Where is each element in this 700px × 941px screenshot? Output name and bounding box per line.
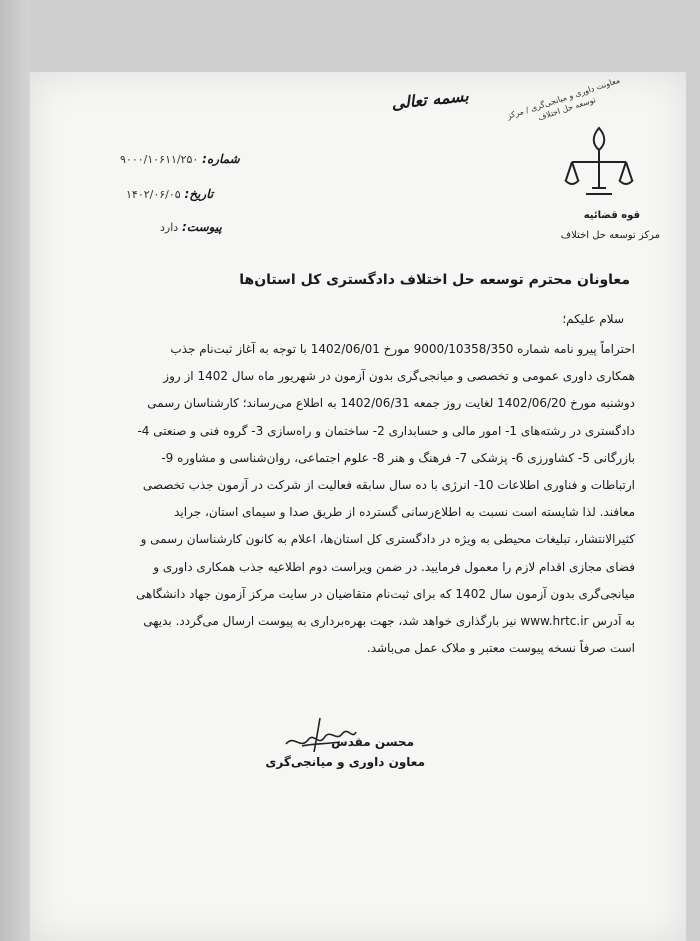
letterhead-small-text: معاونت داوری و میانجی‌گری / مرکز توسعه حل اختلاف [505, 75, 622, 123]
letter-attachment [160, 220, 222, 234]
body-line: احتراماً پیرو نامه شماره 9000/10358/350 مورخ 1402/06/01 با توجه به آغاز ثبت‌نام جذب [170, 342, 635, 356]
handwritten-signature [280, 710, 360, 756]
body-line: دوشنبه مورخ 1402/06/20 لغایت روز جمعه 1402/06/31 به اطلاع می‌رساند؛ کارشناسان رسمی [147, 396, 635, 411]
number-label: شماره: [202, 152, 240, 166]
body-line: ارتباطات و فناوری اطلاعات 10- انرژی با ده سال سابقه فعالیت از شرکت در آزمون جذب تخصصی [142, 478, 635, 493]
number-value: ۹۰۰۰/۱۰۶۱۱/۲۵۰ [120, 153, 199, 166]
page-heading: بسمه تعالی [390, 86, 470, 113]
signatory-name: محسن مقدس [331, 735, 414, 749]
body-line: به آدرس www.hrtc.ir نیز بارگذاری خواهد شد، جهت بهره‌برداری به پیوست ارسال می‌گردد. بدیهی [143, 614, 635, 629]
letter-number [120, 152, 240, 166]
body-line: معافند. لذا شایسته است نسبت به اطلاع‌رسانی گسترده از طریق صدا و سیمای استان، جراید [174, 505, 635, 520]
body-line: همکاری داوری عمومی و تخصصی و میانجی‌گری بدون آزمون در شهریور ماه سال 1402 از روز [163, 369, 635, 384]
body-line: کثیرالانتشار، تبلیغات محیطی به ویژه در دادگستری کل استان‌ها، اعلام به کانون کارشناسان رسمی و [140, 532, 635, 547]
center-name: مرکز توسعه حل اختلاف [560, 230, 660, 241]
greeting: سلام علیکم؛ [562, 312, 624, 326]
left-background-strip [0, 0, 30, 941]
body-line: بازرگانی 5- کشاورزی 6- پزشکی 7- فرهنگ و هنر 8- علوم اجتماعی، روان‌شناسی و مشاوره 9- [161, 450, 635, 465]
iran-emblem-scales-icon [562, 122, 636, 206]
letter-body [110, 336, 635, 662]
body-line: فضای مجازی اقدام لازم را معمول فرمایید. در ضمن ویراست دوم اطلاعیه جذب همکاری داوری و [153, 559, 635, 574]
body-line: میانجی‌گری بدون آزمون سال 1402 که برای ثبت‌نام متقاضیان در سایت مرکز آزمون جهاد دانشگاهی [136, 586, 635, 601]
attachment-value: دارد [160, 221, 179, 234]
body-line: دادگستری در رشته‌های 1- امور مالی و حسابداری 2- ساختمان و راه‌سازی 3- گروه فنی و صنعتی 4- [137, 423, 635, 438]
date-label: تاریخ: [184, 187, 214, 201]
body-line: است صرفاً نسخه پیوست معتبر و ملاک عمل می‌باشد. [366, 641, 635, 656]
organization-name: قوه قضائیه [583, 210, 640, 221]
signatory-title: معاون داوری و میانجی‌گری [265, 755, 425, 769]
date-value: ۱۴۰۲/۰۶/۰۵ [126, 188, 181, 201]
addressee: معاونان محترم توسعه حل اختلاف دادگستری کل استان‌ها [239, 272, 630, 288]
attachment-label: پیوست: [182, 220, 222, 234]
letter-date [126, 187, 213, 201]
